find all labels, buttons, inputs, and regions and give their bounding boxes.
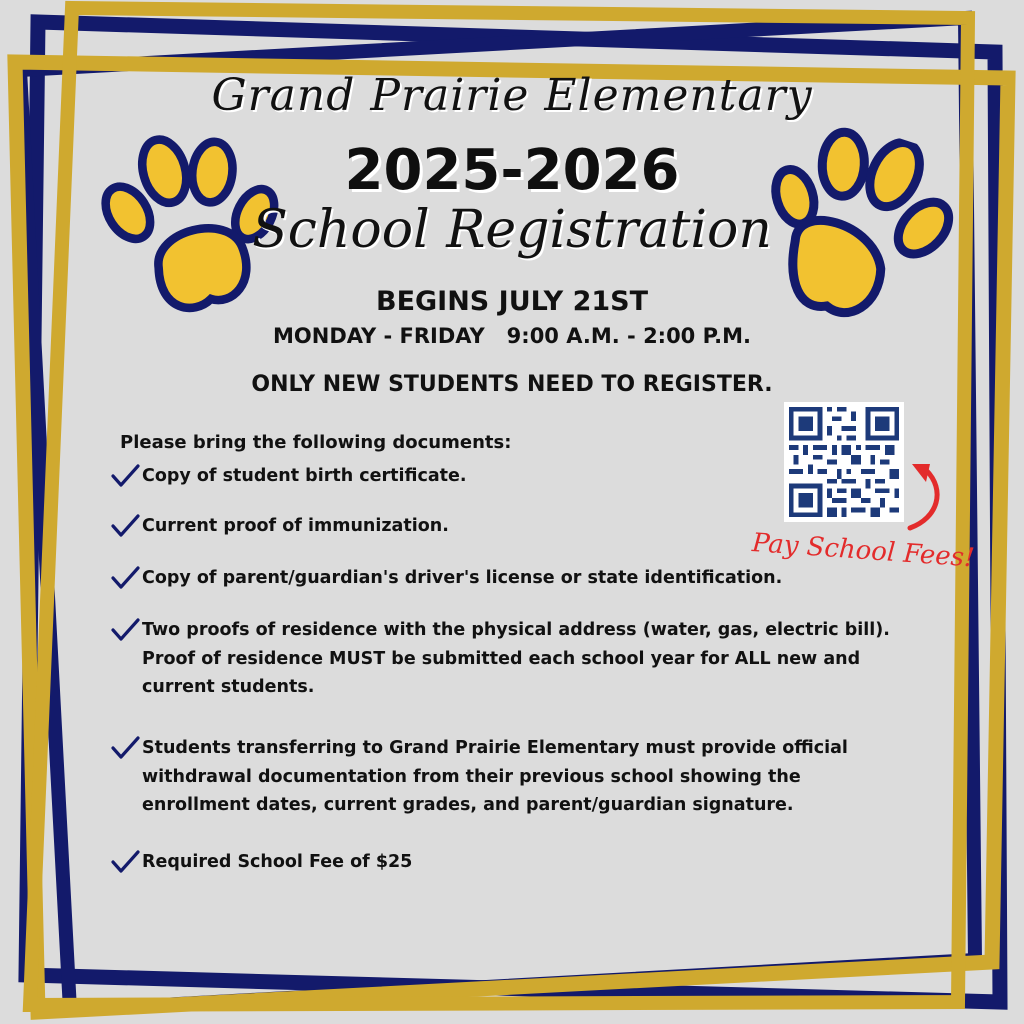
page-title: School Registration: [252, 200, 772, 260]
start-date: BEGINS JULY 21ST: [375, 286, 649, 317]
list-item-text: Required School Fee of $25: [142, 852, 413, 872]
qr-code-icon[interactable]: [784, 402, 904, 522]
school-name: Grand Prairie Elementary: [211, 70, 813, 121]
pay-school-fees-label: Pay School Fees!: [750, 528, 976, 574]
school-year: 2025-2026: [344, 138, 680, 203]
office-hours: MONDAY - FRIDAY 9:00 A.M. - 2:00 P.M.: [273, 324, 751, 348]
curved-arrow-icon: [896, 452, 956, 532]
check-icon: [110, 566, 142, 590]
new-students-notice: ONLY NEW STUDENTS NEED TO REGISTER.: [251, 372, 773, 397]
list-item-text: Current proof of immunization.: [142, 516, 449, 536]
list-item: [110, 848, 910, 877]
documents-intro: Please bring the following documents:: [120, 432, 512, 453]
qr-code-pattern: [784, 402, 904, 522]
list-item-text: Two proofs of residence with the physical address (water, gas, electric bill). Proof of residence MUST be submitted each school year for ALL new and current students.: [142, 620, 890, 697]
check-icon: [110, 618, 142, 642]
list-item-text: Copy of parent/guardian's driver's license or state identification.: [142, 568, 783, 588]
check-icon: [110, 514, 142, 538]
list-item-text: Students transferring to Grand Prairie Elementary must provide official withdrawal documentation from their previous school showing the enrollment dates, current grades, and parent/guardian signature.: [142, 738, 848, 815]
list-item: [110, 734, 910, 820]
check-icon: [110, 736, 142, 760]
list-item: [110, 564, 910, 593]
check-icon: [110, 464, 142, 488]
check-icon: [110, 850, 142, 874]
list-item-text: Copy of student birth certificate.: [142, 466, 467, 486]
list-item: [110, 616, 910, 702]
